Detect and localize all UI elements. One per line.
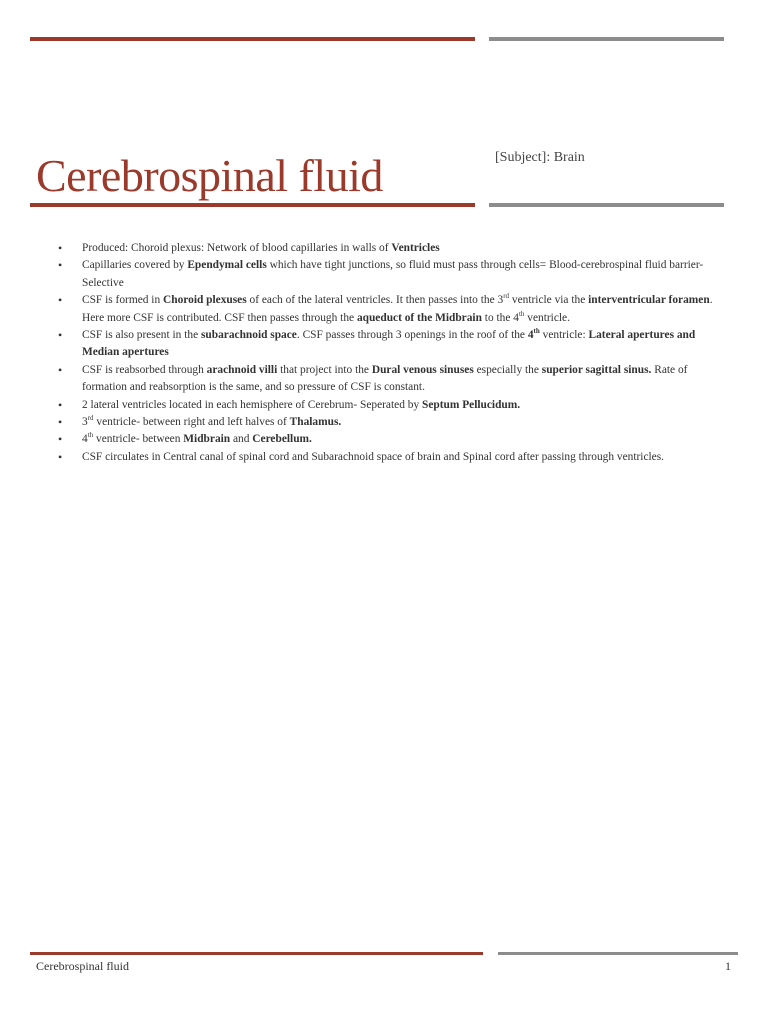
bullet-text: Produced: Choroid plexus: Network of blood capillaries in walls of (82, 242, 392, 254)
bullet-text: ventricle- between right and left halves of (93, 416, 290, 429)
bullet-text: . Here more CSF is contributed. CSF then passes through the (82, 294, 713, 324)
bold-term: Thalamus. (289, 416, 342, 429)
bold-term: interventricular foramen (588, 294, 710, 307)
bold-term: superior sagittal sinus. (541, 363, 652, 376)
bullet-item (58, 292, 730, 327)
bold-term: aqueduct of the Midbrain (356, 311, 482, 324)
bullet-text: and (230, 433, 253, 446)
bullet-text: ventricle. (524, 311, 570, 324)
bullet-item (58, 240, 730, 257)
bold-term: 4 (527, 329, 534, 342)
bullet-list (58, 240, 730, 466)
ordinal-suffix: rd (503, 292, 510, 301)
bullet-text: to the 4 (481, 311, 519, 324)
bullet-text: especially the (473, 363, 542, 376)
bullet-item (58, 431, 730, 448)
bullet-text: which have tight junctions, so fluid must pass through cells= Blood-cerebrospinal fluid barrier- Selective (82, 259, 704, 289)
bullet-item (58, 362, 730, 397)
bullet-item (58, 449, 730, 466)
title-rule-gray (489, 203, 724, 207)
header-rule-gray (489, 37, 724, 41)
ordinal-suffix: th (87, 431, 94, 440)
bold-term: Lateral apertures and Median apertures (82, 329, 696, 359)
bullet-text: 4 (82, 433, 88, 446)
bullet-text: ventricle via the (509, 294, 589, 307)
ordinal-suffix: rd (87, 414, 94, 423)
footer-rule-red (30, 952, 483, 955)
bullet-text: ventricle- between (93, 433, 184, 446)
footer-rule-gray (498, 952, 738, 955)
bold-term: Septum Pellucidum. (422, 398, 521, 411)
bullet-text: ventricle: (539, 329, 589, 342)
bold-term: subarachnoid space (200, 329, 297, 342)
bold-term: Ependymal cells (187, 259, 267, 272)
bullet-text: 3 (82, 416, 88, 429)
ordinal-suffix: th (533, 327, 540, 336)
bold-term: Choroid plexuses (163, 294, 247, 307)
bullet-text: Capillaries covered by (82, 259, 188, 272)
bullet-text: CSF is formed in (82, 294, 164, 307)
document-title: Cerebrospinal fluid (36, 150, 383, 201)
bold-term: arachnoid villi (206, 363, 278, 376)
bold-term: Cerebellum. (252, 433, 312, 446)
bullet-text: that project into the (277, 363, 372, 376)
bullet-item (58, 257, 730, 292)
bullet-text: of each of the lateral ventricles. It then passes into the 3 (246, 294, 504, 307)
bullet-item (58, 414, 730, 431)
bullet-text: CSF is reabsorbed through (82, 363, 207, 376)
bold-term: Midbrain (183, 433, 231, 446)
subject-field: [Subject]: Brain (495, 150, 585, 165)
bullet-item (58, 327, 730, 362)
bullet-text: 2 lateral ventricles located in each hemisphere of Cerebrum- Seperated by (82, 398, 422, 411)
bold-term: Ventricles (391, 242, 440, 254)
bullet-text: . CSF passes through 3 openings in the roof of the (296, 329, 528, 342)
page-number: 1 (725, 959, 731, 973)
title-rule-red (30, 203, 475, 207)
bullet-text: CSF circulates in Central canal of spinal cord and Subarachnoid space of brain and Spinal cord after passing through ventricles. (82, 450, 665, 463)
ordinal-suffix: th (518, 309, 525, 318)
bold-term: Dural venous sinuses (371, 363, 474, 376)
header-rule-red (30, 37, 475, 41)
bullet-text: CSF is also present in the (82, 329, 201, 342)
bullet-item (58, 397, 730, 414)
footer-title: Cerebrospinal fluid (36, 959, 129, 973)
bullet-text: Rate of formation and reabsorption is the same, and so pressure of CSF is constant. (82, 363, 688, 394)
